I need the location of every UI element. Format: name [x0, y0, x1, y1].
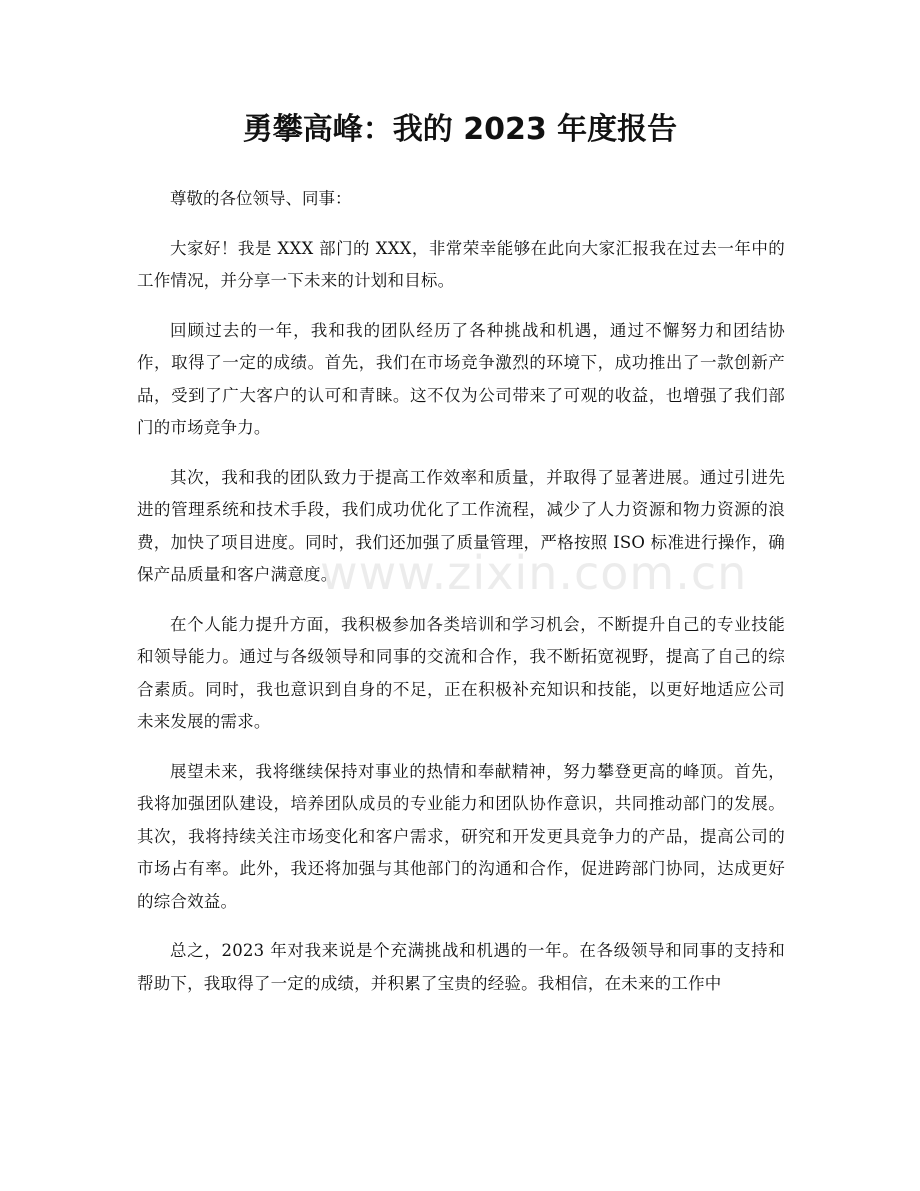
paragraph-1: 大家好！我是 XXX 部门的 XXX，非常荣幸能够在此向大家汇报我在过去一年中的工作情况，并分享一下未来的计划和目标。 [137, 238, 785, 290]
paragraph-4: 在个人能力提升方面，我积极参加各类培训和学习机会，不断提升自己的专业技能和领导能力。通过与各级领导和同事的交流和合作，我不断拓宽视野，提高了自己的综合素质。同时，我也意识到自身的不足，正在积极补充知识和技能，以更好地适应公司未来发展的需求。 [137, 614, 785, 731]
document-title: 勇攀高峰：我的 2023 年度报告 [242, 112, 678, 147]
paragraph-5: 展望未来，我将继续保持对事业的热情和奉献精神，努力攀登更高的峰顶。首先，我将加强团队建设，培养团队成员的专业能力和团队协作意识，共同推动部门的发展。其次，我将持续关注市场变化和客户需求，研究和开发更具竞争力的产品，提高公司的市场占有率。此外，我还将加强与其他部门的沟通和合作，促进跨部门协同，达成更好的综合效益。 [137, 761, 785, 911]
paragraph-3: 其次，我和我的团队致力于提高工作效率和质量，并取得了显著进展。通过引进先进的管理系统和技术手段，我们成功优化了工作流程，减少了人力资源和物力资源的浪费，加快了项目进度。同时，我们还加强了质量管理，严格按照 ISO 标准进行操作，确保产品质量和客户满意度。 [137, 467, 785, 584]
paragraph-6: 总之，2023 年对我来说是个充满挑战和机遇的一年。在各级领导和同事的支持和帮助下，我取得了一定的成绩，并积累了宝贵的经验。我相信，在未来的工作中 [137, 941, 785, 993]
document-body [137, 183, 785, 1017]
paragraph-2: 回顾过去的一年，我和我的团队经历了各种挑战和机遇，通过不懈努力和团结协作，取得了一定的成绩。首先，我们在市场竞争激烈的环境下，成功推出了一款创新产品，受到了广大客户的认可和青睐。这不仅为公司带来了可观的收益，也增强了我们部门的市场竞争力。 [137, 320, 785, 437]
watermark: www.zixin.com.cn [320, 546, 748, 600]
greeting: 尊敬的各位领导、同事： [170, 189, 352, 208]
